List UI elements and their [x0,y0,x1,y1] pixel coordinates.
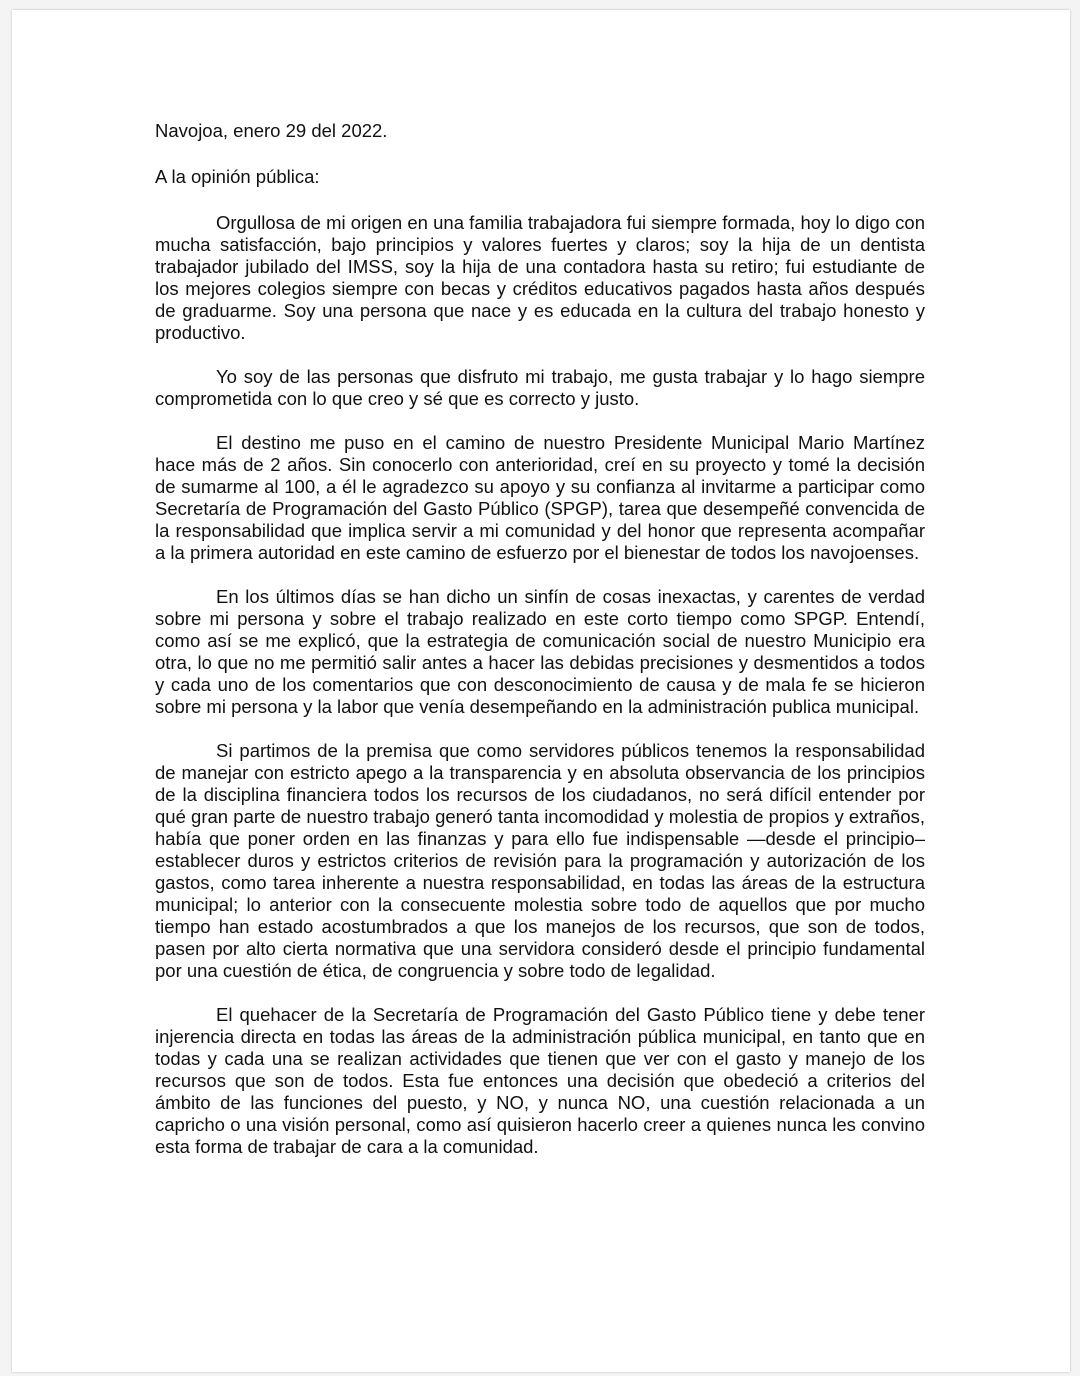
paragraph-transparency: Si partimos de la premisa que como servidores públicos tenemos la responsabilidad de manejar con estricto apego a la transparencia y en absoluta observancia de los principios de la disciplina financiera todos los recursos de los ciudadanos, no será difícil entender por qué gran parte de nuestro trabajo generó tanta incomodidad y molestia de propios y extraños, había que poner orden en las finanzas y para ello fue indispensable —desde el principio– establecer duros y estrictos criterios de revisión para la programación y autorización de los gastos, como tarea inherente a nuestra responsabilidad, en todas las áreas de la estructura municipal; lo anterior con la consecuente molestia sobre todo de aquellos que por mucho tiempo han estado acostumbrados a que los manejos de los recursos, que son de todos, pasen por alto cierta normativa que una servidora consideró desde el principio fundamental por una cuestión de ética, de congruencia y sobre todo de legalidad. [155,740,925,981]
letter-date: Navojoa, enero 29 del 2022. [155,120,388,141]
paragraph-work-ethic: Yo soy de las personas que disfruto mi trabajo, me gusta trabajar y lo hago siempre comprometida con lo que creo y sé que es correcto y justo. [155,366,925,409]
paragraph-inaccuracies: En los últimos días se han dicho un sinfín de cosas inexactas, y carentes de verdad sobre mi persona y sobre el trabajo realizado en este corto tiempo como SPGP. Entendí, como así se me explicó, que la estrategia de comunicación social de nuestro Municipio era otra, lo que no me permitió salir antes a hacer las debidas precisiones y desmentidos a todos y cada uno de los comentarios que con desconocimiento de causa y de mala fe se hicieron sobre mi persona y la labor que venía desempeñando en la administración publica municipal. [155,586,925,717]
letter-salutation: A la opinión pública: [155,166,320,187]
paragraph-origin: Orgullosa de mi origen en una familia trabajadora fui siempre formada, hoy lo digo con mucha satisfacción, bajo principios y valores fuertes y claros; soy la hija de un dentista trabajador jubilado del IMSS, soy la hija de una contadora hasta su retiro; fui estudiante de los mejores colegios siempre con becas y créditos educativos pagados hasta años después de graduarme. Soy una persona que nace y es educada en la cultura del trabajo honesto y productivo. [155,212,925,343]
paragraph-secretariat-role: El quehacer de la Secretaría de Programación del Gasto Público tiene y debe tener injerencia directa en todas las áreas de la administración pública municipal, en tanto que en todas y cada una se realizan actividades que tienen que ver con el gasto y manejo de los recursos que son de todos. Esta fue entonces una decisión que obedeció a criterios del ámbito de las funciones del puesto, y NO, y nunca NO, una cuestión relacionada a un capricho o una visión personal, como así quisieron hacerlo creer a quienes nunca les convino esta forma de trabajar de cara a la comunidad. [155,1004,925,1157]
letter-body [155,120,925,1180]
letter-page [12,10,1070,1372]
paragraph-appointment: El destino me puso en el camino de nuestro Presidente Municipal Mario Martínez hace más de 2 años. Sin conocerlo con anterioridad, creí en su proyecto y tomé la decisión de sumarme al 100, a él le agradezco su apoyo y su confianza al invitarme a participar como Secretaría de Programación del Gasto Público (SPGP), tarea que desempeñé convencida de la responsabilidad que implica servir a mi comunidad y del honor que representa acompañar a la primera autoridad en este camino de esfuerzo por el bienestar de todos los navojoenses. [155,432,925,563]
